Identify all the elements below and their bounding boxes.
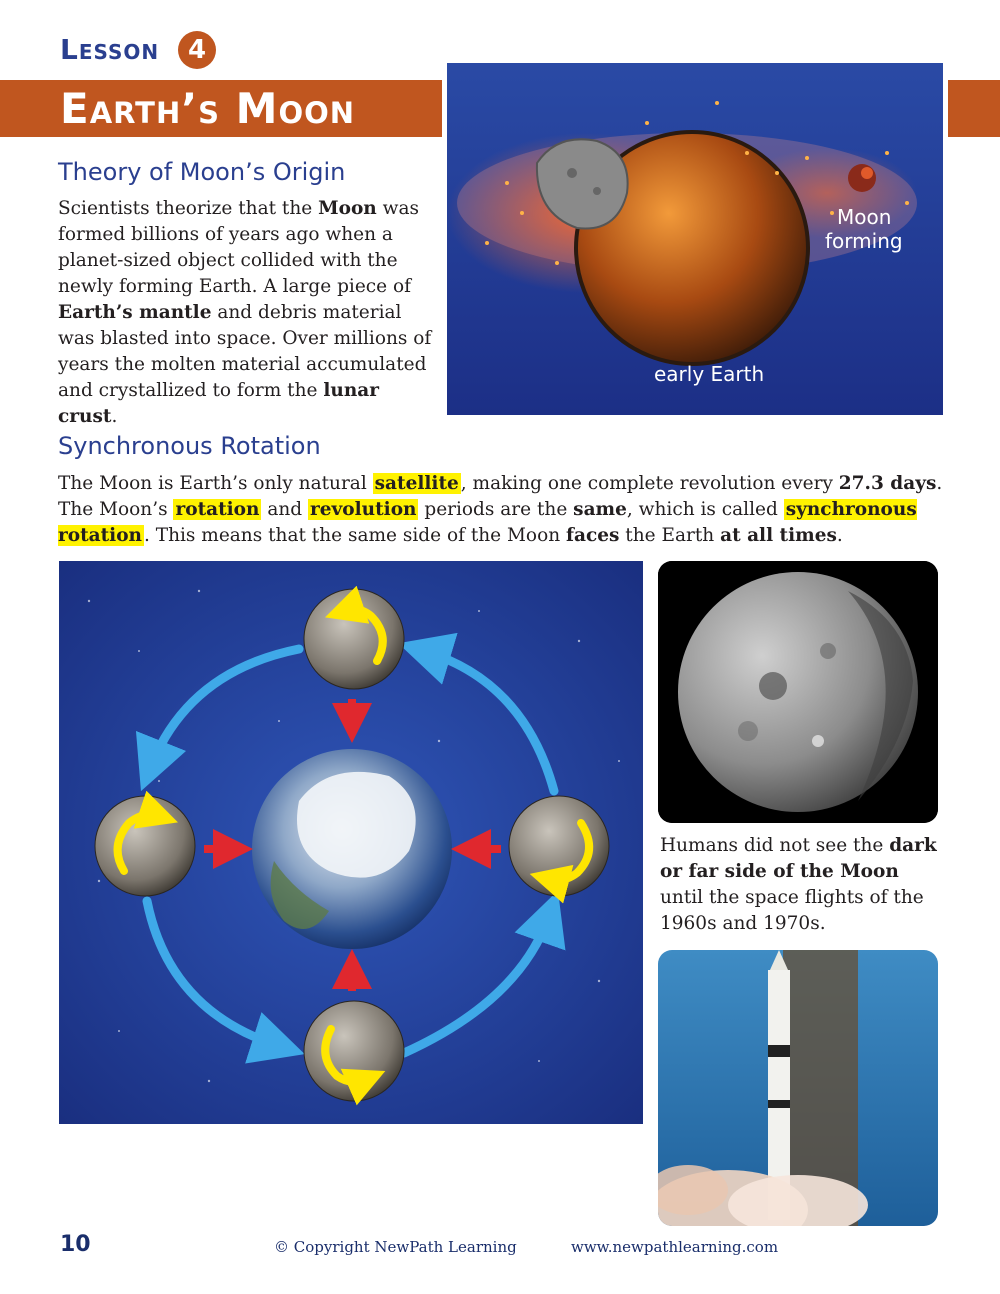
theory-paragraph: Scientists theorize that the Moon was formed billions of years ago when a planet-sized object collided with the newly forming Earth. A large piece of Earth’s mantle and debris material was blasted into space. Over millions of years the molten material accumulated and crystallized to form the lunar crust. — [58, 198, 432, 427]
moon-forming-label-line1: Moon — [837, 205, 892, 229]
highlight-synchronous-rotation: synchronous rotation — [58, 499, 917, 546]
lesson-label: Lesson — [60, 33, 160, 66]
highlight-rotation: rotation — [175, 499, 260, 520]
early-earth-label: early Earth — [654, 362, 765, 386]
synchronous-rotation-diagram — [59, 561, 643, 1124]
title-bar-right-accent — [948, 80, 1000, 137]
moon-origin-illustration — [447, 63, 943, 415]
far-side-moon-photo — [658, 561, 938, 823]
synchronous-heading: Synchronous Rotation — [58, 432, 321, 460]
rocket-launch-photo — [658, 950, 938, 1226]
website-link[interactable]: www.newpathlearning.com — [571, 1238, 779, 1256]
moon-photo-graphic — [658, 561, 938, 823]
page-title: Earth’s Moon — [60, 84, 356, 133]
highlight-satellite: satellite — [374, 473, 459, 494]
lesson-number-badge: 4 — [178, 31, 216, 69]
page-number: 10 — [60, 1232, 91, 1257]
theory-heading: Theory of Moon’s Origin — [58, 158, 346, 186]
synchronous-paragraph: The Moon is Earth’s only natural satellite , making one complete revolution every 27.3 days. The Moon’s rotation and revolution periods are the same, which is called synchronous rotation . This means that the same side of the Moon faces the Earth at all times. — [58, 473, 943, 546]
rocket-photo-graphic — [658, 950, 938, 1226]
moon-photo-caption: Humans did not see the dark or far side of the Moon until the space flights of the 1960s and 1970s. — [660, 835, 937, 934]
copyright-text: © Copyright NewPath Learning — [274, 1238, 517, 1256]
highlight-revolution: revolution — [310, 499, 417, 520]
moon-forming-label-line2: forming — [825, 229, 903, 253]
